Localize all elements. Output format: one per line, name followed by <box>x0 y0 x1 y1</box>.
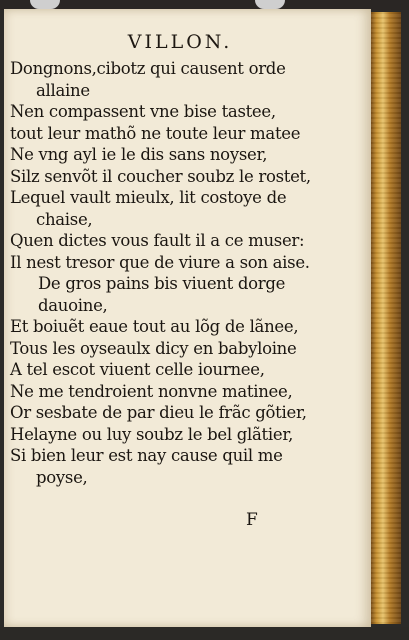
verse-line: Dongnons,cibotz qui causent orde <box>10 59 286 78</box>
gilt-page-edge <box>371 12 401 624</box>
running-head: VILLON. <box>127 31 233 53</box>
verse-line: Or sesbate de par dieu le frãc gõtier, <box>10 403 307 422</box>
verse-line: Et boiuẽt eaue tout au lõg de lãnee, <box>10 317 299 336</box>
scan-background-bottom <box>0 627 409 640</box>
book-clip-left <box>30 0 60 9</box>
verse-line: De gros pains bis viuent dorge <box>38 274 286 293</box>
verse-line: Si bien leur est nay cause quil me <box>10 446 283 465</box>
verse-line: Helayne ou luy soubz le bel glãtier, <box>10 424 294 444</box>
verse-line: Ne vng ayl ie le dis sans noyser, <box>10 145 268 164</box>
verse-line: Silz senvõt il coucher soubz le rostet, <box>10 166 311 186</box>
verse-line: chaise, <box>36 209 93 229</box>
verse-line: A tel escot viuent celle iournee, <box>10 360 265 379</box>
verse-line: Nen compassent vne bise tastee, <box>10 102 276 121</box>
verse-line: Tous les oyseaulx dicy en babyloine <box>10 338 297 358</box>
verse-line: Quen dictes vous fault il a ce muser: <box>10 231 305 250</box>
verse-line: Lequel vault mieulx, lit costoye de <box>10 188 287 207</box>
verse-line: dauoine, <box>38 295 108 315</box>
verse-line: allaine <box>36 80 90 100</box>
verse-line: Il nest tresor que de viure a son aise. <box>10 252 310 272</box>
signature-mark: F <box>246 510 258 530</box>
verse-line: Ne me tendroient nonvne matinee, <box>10 381 293 401</box>
book-clip-right <box>255 0 285 9</box>
verse-line: poyse, <box>36 467 88 487</box>
verse-line: tout leur mathõ ne toute leur matee <box>10 123 301 143</box>
verse-block <box>10 58 362 488</box>
